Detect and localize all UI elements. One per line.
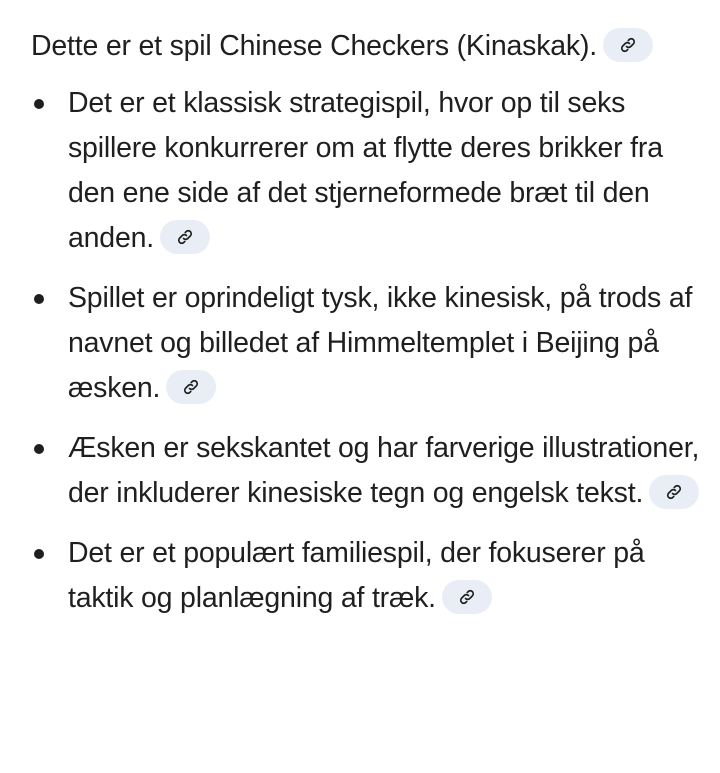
list-item-text: Det er et populært familiespil, der fokuserer på taktik og planlægning af træk. <box>68 537 645 614</box>
link-icon <box>619 36 637 54</box>
citation-chip[interactable] <box>649 475 699 509</box>
bullet-icon <box>34 294 44 304</box>
intro-paragraph <box>31 24 701 69</box>
bullet-icon <box>34 444 44 454</box>
list-item-text: Spillet er oprindeligt tysk, ikke kinesisk, på trods af navnet og billedet af Himmeltemplet i Beijing på æsken. <box>68 282 693 404</box>
bullet-icon <box>34 99 44 109</box>
link-icon <box>665 483 683 501</box>
citation-chip[interactable] <box>442 580 492 614</box>
list-item <box>31 81 701 261</box>
link-icon <box>182 378 200 396</box>
bullet-list <box>31 81 701 621</box>
list-item <box>31 531 701 621</box>
citation-chip[interactable] <box>160 220 210 254</box>
citation-chip[interactable] <box>166 370 216 404</box>
citation-chip[interactable] <box>603 28 653 62</box>
list-item <box>31 426 701 516</box>
intro-text: Dette er et spil Chinese Checkers (Kinaskak). <box>31 30 597 62</box>
response-content <box>31 24 701 636</box>
link-icon <box>458 588 476 606</box>
link-icon <box>176 228 194 246</box>
bullet-icon <box>34 549 44 559</box>
list-item-text: Det er et klassisk strategispil, hvor op til seks spillere konkurrerer om at flytte deres brikker fra den ene side af det stjerneformede bræt til den anden. <box>68 87 663 254</box>
list-item <box>31 276 701 411</box>
list-item-text: Æsken er sekskantet og har farverige illustrationer, der inkluderer kinesiske tegn og engelsk tekst. <box>68 432 700 509</box>
